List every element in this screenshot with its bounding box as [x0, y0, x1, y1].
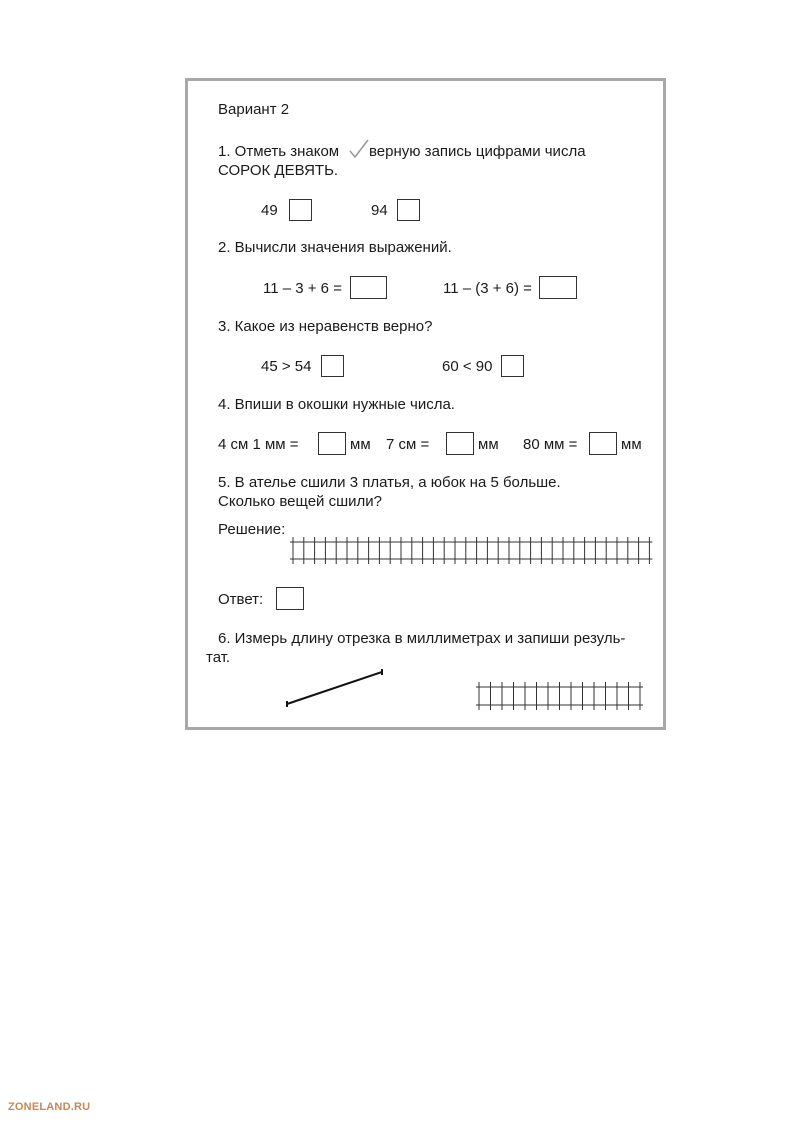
worksheet [185, 78, 666, 730]
task5-answer-box[interactable] [276, 587, 304, 610]
task6-line1: 6. Измерь длину отрезка в миллиметрах и запиши резуль- [218, 630, 626, 647]
task4-item1-unit: мм [350, 436, 371, 453]
task2-answer-box-2[interactable] [539, 276, 577, 299]
task4-item3-left: 80 мм = [523, 436, 578, 453]
task4-answer-box-1[interactable] [318, 432, 346, 455]
variant-title: Вариант 2 [218, 101, 290, 118]
measure-segment [282, 667, 386, 709]
task4-item2-left: 7 см = [386, 436, 430, 453]
task2-answer-box-1[interactable] [350, 276, 387, 299]
task1-answer-box-a[interactable] [289, 199, 312, 221]
task1-option-b: 94 [371, 202, 388, 219]
watermark: ZONELAND.RU [8, 1101, 91, 1113]
task4-item1-left: 4 см 1 мм = [218, 436, 299, 453]
task3-title: 3. Какое из неравенств верно? [218, 318, 433, 335]
task1-option-a: 49 [261, 202, 278, 219]
task3-ineq1: 45 > 54 [261, 358, 312, 375]
task1-text-before-mark: 1. Отметь знаком [218, 143, 340, 160]
measurement-grid-strip[interactable] [476, 682, 648, 710]
task5-line1: 5. В ателье сшили 3 платья, а юбок на 5 больше. [218, 474, 561, 491]
task4-answer-box-3[interactable] [589, 432, 617, 455]
task1-line2: СОРОК ДЕВЯТЬ. [218, 162, 339, 179]
task5-solution-label: Решение: [218, 521, 286, 538]
task5-line2: Сколько вещей сшили? [218, 493, 382, 510]
solution-grid-strip[interactable] [290, 537, 654, 564]
checkmark-icon [348, 138, 370, 160]
task4-item2-unit: мм [478, 436, 499, 453]
task6-line2: тат. [206, 649, 231, 666]
task5-answer-label: Ответ: [218, 591, 264, 608]
task1-text-after-mark: верную запись цифрами числа [369, 143, 586, 160]
task4-answer-box-2[interactable] [446, 432, 474, 455]
task4-title: 4. Впиши в окошки нужные числа. [218, 396, 455, 413]
task3-ineq2: 60 < 90 [442, 358, 493, 375]
task2-expr2: 11 – (3 + 6) = [443, 280, 532, 297]
task3-answer-box-1[interactable] [321, 355, 344, 377]
task3-answer-box-2[interactable] [501, 355, 524, 377]
task2-expr1: 11 – 3 + 6 = [263, 280, 342, 297]
task2-title: 2. Вычисли значения выражений. [218, 239, 452, 256]
task4-item3-unit: мм [621, 436, 642, 453]
task1-answer-box-b[interactable] [397, 199, 420, 221]
